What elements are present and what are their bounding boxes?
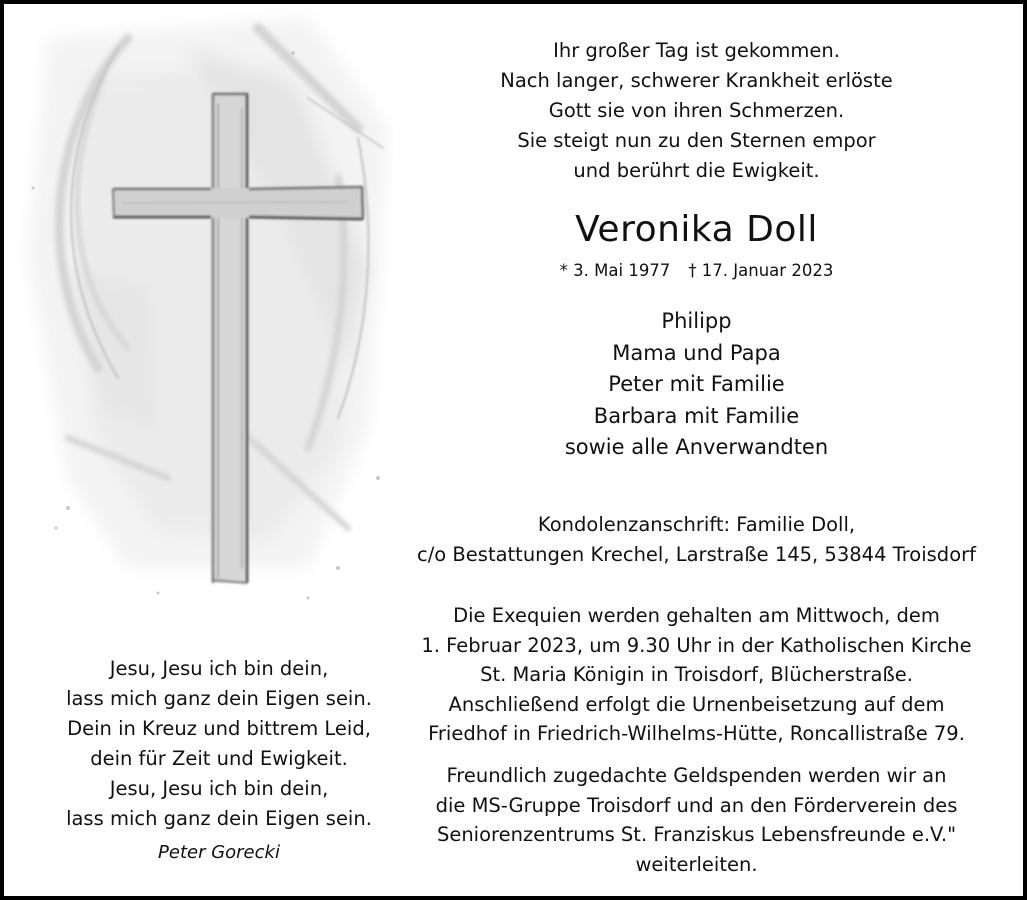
poem-author: Peter Gorecki — [158, 842, 280, 863]
verse-line: Gott sie von ihren Schmerzen. — [548, 99, 845, 122]
funeral-details — [384, 601, 1009, 749]
poem-line: dein für Zeit und Ewigkeit. — [90, 747, 348, 770]
mourner: Barbara mit Familie — [593, 403, 800, 428]
verse-line: Nach langer, schwerer Krankheit erlöste — [500, 69, 893, 92]
watercolor-cross-icon — [8, 8, 394, 608]
funeral-line: Die Exequien werden gehalten am Mittwoch, dem — [453, 604, 940, 627]
donation-line: die MS-Gruppe Troisdorf und an den Förderverein des — [435, 793, 958, 817]
donation-line: Freundlich zugedachte Geldspenden werden wir an — [446, 764, 947, 787]
opening-verse — [384, 36, 1009, 186]
poem — [34, 654, 404, 868]
verse-line: und berührt die Ewigkeit. — [573, 159, 820, 182]
funeral-line: Anschließend erfolgt die Urnenbeisetzung auf dem — [448, 692, 945, 716]
poem-line: Jesu, Jesu ich bin dein, — [109, 657, 329, 680]
funeral-line: 1. Februar 2023, um 9.30 Uhr in der Katholischen Kirche — [421, 633, 972, 657]
condolence-address — [384, 510, 1009, 570]
donation-line: Seniorenzentrums St. Franziskus Lebensfreunde e.V." — [436, 823, 957, 846]
mourner: Peter mit Familie — [608, 372, 785, 396]
condolence-line: c/o Bestattungen Krechel, Larstraße 145, 53844 Troisdorf — [416, 543, 977, 566]
poem-line: lass mich ganz dein Eigen sein. — [66, 687, 372, 710]
mourner: sowie alle Anverwandten — [564, 435, 829, 459]
poem-line: Jesu, Jesu ich bin dein, — [109, 777, 329, 800]
verse-line: Sie steigt nun zu den Sternen empor — [517, 129, 876, 152]
mourner: Philipp — [661, 309, 732, 333]
poem-line: Dein in Kreuz und bittrem Leid, — [67, 717, 371, 740]
donation-line: weiterleiten. — [635, 852, 758, 876]
verse-line: Ihr großer Tag ist gekommen. — [553, 39, 840, 62]
deceased-name: Veronika Doll — [575, 209, 818, 250]
condolence-line: Kondolenzanschrift: Familie Doll, — [537, 513, 856, 536]
birth-date: * 3. Mai 1977 — [559, 261, 671, 280]
mourners-list — [384, 306, 1009, 464]
poem-line: lass mich ganz dein Eigen sein. — [66, 807, 372, 830]
donation-note — [384, 761, 1009, 879]
life-dates — [384, 259, 1009, 283]
funeral-line: Friedhof in Friedrich-Wilhelms-Hütte, Roncallistraße 79. — [428, 722, 965, 745]
mourner: Mama und Papa — [612, 340, 781, 365]
funeral-line: St. Maria Königin in Troisdorf, Blücherstraße. — [480, 663, 913, 686]
death-date: † 17. Januar 2023 — [688, 261, 834, 280]
